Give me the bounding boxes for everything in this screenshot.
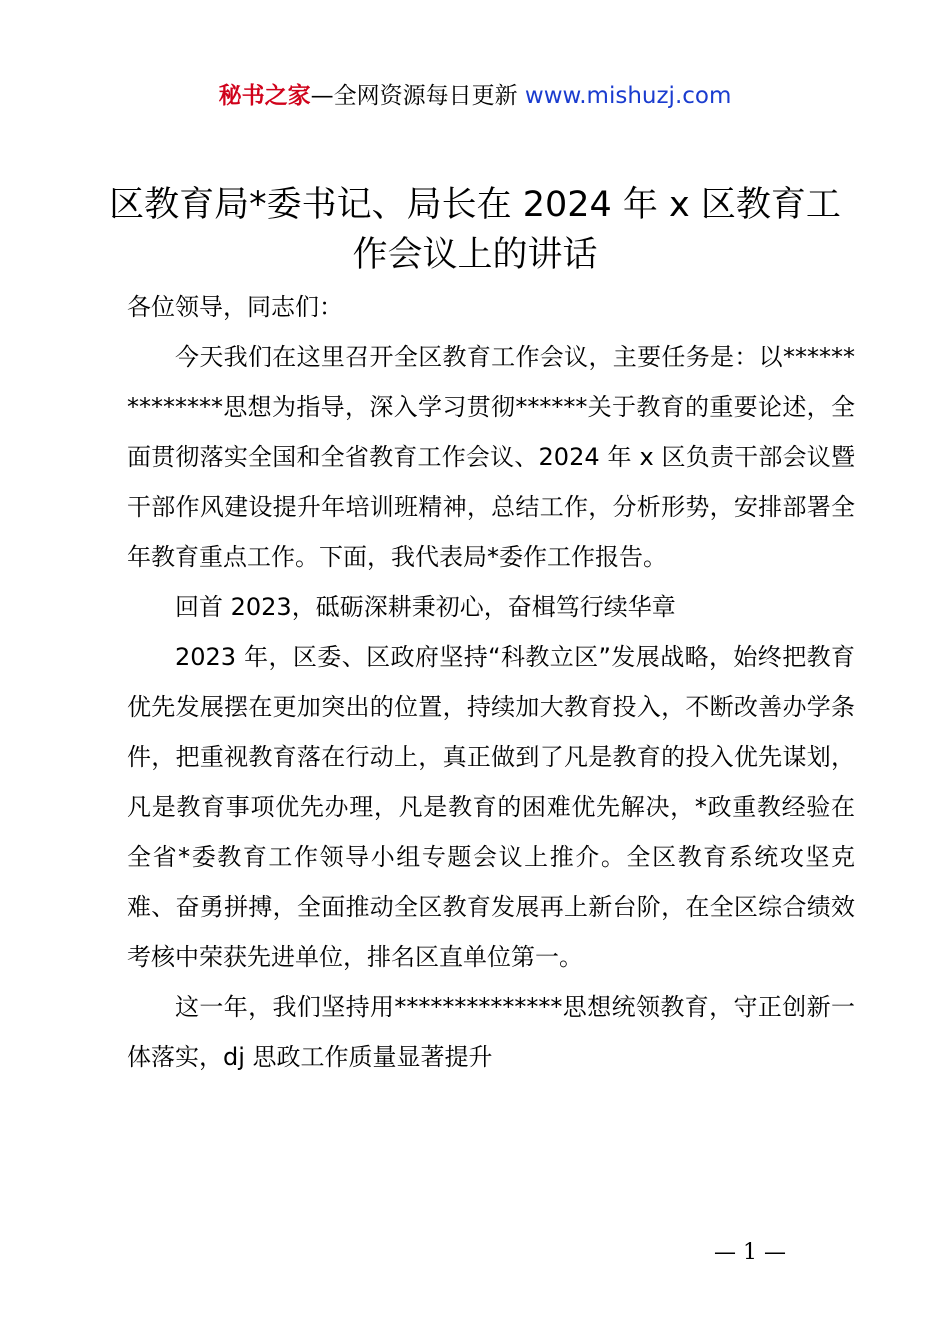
site-header xyxy=(0,80,950,112)
header-tagline: —全网资源每日更新 xyxy=(310,83,525,109)
page-number: — 1 — xyxy=(714,1240,786,1265)
paragraph-continued: 这一年，我们坚持用**************思想统领教育，守正创新一体落实，dj 思政工作质量显著提升 xyxy=(127,993,855,1071)
paragraph-intro: 今天我们在这里召开全区教育工作会议，主要任务是：以**************思想为指导，深入学习贯彻******关于教育的重要论述，全面贯彻落实全国和全省教育工作会议、2024 年 x 区负责干部会议暨干部作风建设提升年培训班精神，总结工作，分析形势，安排部署全年教育重点工作。下面，我代表局*委作工作报告。 xyxy=(127,343,855,571)
document-body xyxy=(127,282,855,1082)
brand-name: 秘书之家 xyxy=(218,83,311,109)
site-url[interactable]: www.mishuzj.com xyxy=(524,83,732,109)
section-heading: 回首 2023，砥砺深耕秉初心，奋楫笃行续华章 xyxy=(175,593,676,621)
salutation: 各位领导，同志们： xyxy=(127,293,343,321)
document-title: 区教育局*委书记、局长在 2024 年 x 区教育工作会议上的讲话 xyxy=(109,185,841,275)
paragraph-review: 2023 年，区委、区政府坚持“科教立区”发展战略，始终把教育优先发展摆在更加突出的位置，持续加大教育投入，不断改善办学条件，把重视教育落在行动上，真正做到了凡是教育的投入优先谋划，凡是教育事项优先办理，凡是教育的困难优先解决，*政重教经验在全省*委教育工作领导小组专题会议上推介。全区教育系统攻坚克难、奋勇拼搏，全面推动全区教育发展再上新台阶，在全区综合绩效考核中荣获先进单位，排名区直单位第一。 xyxy=(127,643,855,971)
